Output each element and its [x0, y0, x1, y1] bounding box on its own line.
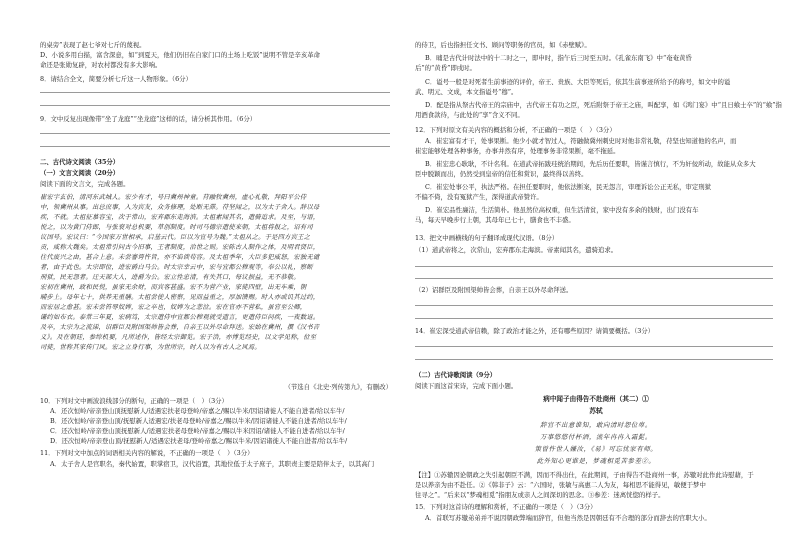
passage-line: 往代废兴之由，甚合上意。未尝謇谔忤旨，亦不谄谀苟容。及太祖季年，大臣多犯威怒，宏独无谴: [40, 254, 320, 261]
poem-author: 苏轼: [589, 407, 603, 415]
option-a[interactable]: A．太子舍人是官职名，秦代始置，职掌宿卫，汉代沿置，其地位低于太子庶子，其职责主要是陪伴太子，以其高门: [50, 460, 375, 468]
passage-line: 崔宏字玄伯，清河东武城人。宏少有才，号曰冀州神童。苻融牧冀州，虚心礼敬，拜阳平公侍: [40, 194, 307, 201]
option-d[interactable]: D．还次恒岭/帝亲登山顶/抚慰新人/适遇宏扶老母/登岭帝嘉之/赐以牛米/因诏诸徙人不能自进者/给以车牛/: [50, 437, 348, 445]
passage-line: 悦之，以为黄门侍郎，与张衮对总机要，草创制度。时司马德宗遣使来朝，太祖将报之，诏有司: [40, 224, 313, 231]
passage-line: 者，由于此也。太宗即位，进宏爵白马公。时太宗幸云中，宏与宜都公穆观等，奉公以礼，察断: [40, 264, 313, 271]
question-9: 9．文中反复出现像带“坐了龙庭”“坐龙庭”这样的话，请分析其作用。（6分）: [40, 115, 257, 123]
option-b[interactable]: B．崔宏忠心耿耿，不计名利。在道武帝拓跋珪统治期间，先后历任要职，皆谨言慎行，不为奸佞所动，故能从众多大: [425, 160, 756, 168]
option-c[interactable]: C．还次恒岭/帝亲登山顶抚慰新人/适遇宏扶老母登岭/帝嘉之/赐以牛米因诏/诸徙人不能自进者/给以车牛/: [50, 427, 345, 435]
answer-line[interactable]: [415, 266, 773, 267]
option-c[interactable]: C．谥号一般是对死者生前事迹的评价，帝王、贵族、大臣等死后，依其生前事迹所给予的称号，如文中的谥: [425, 78, 731, 86]
passage-line: 而宏居之愈甚。宏未尝笞辱奴婢，宏之卒也，奴婢为之悲泣。宏在官亦不营私，虽官至公卿，: [40, 304, 307, 311]
answer-line[interactable]: [415, 346, 773, 347]
question-13-1: （1）道武帝将之，次常山，宏弃郡东走海滨。帝素闻其名，遣骑追求。: [415, 246, 618, 254]
instruction: 阅读下面的文言文，完成各题。: [40, 180, 130, 188]
text-line: 后”的“黄昏”即戌时。: [415, 64, 476, 72]
option-b[interactable]: B．还次恒岭/帝亲登山顶/抚慰新人适遇宏/扶老母登岭/帝嘉之/赐以牛米/因诏诸徙人不能自进者/给以车牛/: [50, 417, 347, 425]
answer-line[interactable]: [40, 146, 390, 147]
passage-line: 疾，不就。太祖征慕容宝，次于常山，宏弃郡东走海滨。太祖素闻其名，遣骑追求。及至，与语，: [40, 214, 320, 221]
option-b[interactable]: B．晡是古代计时法中的十二时之一，即申时，指午后三时至五时。《孔雀东南飞》中“奄奄黄昏: [425, 54, 692, 62]
text-line: 不偏不倚，没有冤狱产生，深得道武帝赞许。: [415, 193, 543, 201]
text-line: 臣中脱颖而出，仍然受到皇帝的信任和赏识，最终得以善终。: [415, 170, 588, 178]
subsection-heading: （二）古代诗歌阅读（9分）: [415, 371, 497, 379]
poem-note: 往寻之”。“后来以“梦魂相觅”指朋友或亲人之间深切的思念。③参差：迷离恍惚的样子。: [415, 491, 665, 499]
instruction: 阅读下面这首宋诗，完成下面小题。: [415, 382, 518, 390]
text-line: 的侍卫，后也指担任文书、顾问等职务的官员，如《赤壁赋》。: [415, 41, 591, 49]
passage-line: 谦约如布衣。泰常三年夏，宏病笃，太宗遣侍中宜都公穆观就受遗言，更遣侍臣问疾，一夜数返。: [40, 314, 320, 321]
passage-line: 贡，咸称大魏矣。太祖常引问古今旧事，王者制度，治世之则。宏陈古人制作之体，及明君贤臣，: [40, 244, 320, 251]
poem-note: 是以养亲为由不赴任。②《韩非子》云：“六国时，张敏与高惠二人为友，每相思不能得见，敏便于梦中: [415, 481, 706, 489]
question-14: 14．崔宏深受道武帝信赖，除了政治才能之外，还有哪些原因？请简要概括。（3分）: [415, 327, 655, 335]
answer-line[interactable]: [40, 133, 390, 134]
text-line: 的桌旁”表现了赵七爷对七斤的蔑视。: [40, 41, 146, 49]
question-10: 10．下列对文中画波浪线部分的断句，正确的一项是（ ）（3分）: [40, 397, 228, 405]
text-line: 用酒食款待，与此处的“享”含义不同。: [415, 111, 524, 119]
passage-line: 议国号。宏议曰：“今国家万世相承，启基云代。臣以为宜号为魏。”太祖从之。于是四方宾王之: [40, 234, 311, 241]
answer-line[interactable]: [40, 105, 390, 106]
question-15: 15．下列对这首诗的理解和赏析，不正确的一项是（ ）（3分）: [415, 503, 597, 511]
answer-line[interactable]: [415, 359, 773, 360]
text-line: 武、明元、文成，本文指谥号“穆”。: [415, 88, 518, 96]
option-a[interactable]: A．还次恒岭/帝亲登山顶抚慰新人/适遇宏扶老母登岭/帝嘉之/赐以牛米/因诏诸徙人不能自进者/给以车牛/: [50, 407, 345, 415]
option-d[interactable]: D．崔宏品性廉洁，生活简朴。他虽然位高权重，但生活清贫，家中没有多余的钱财，出门没有车: [425, 206, 699, 214]
text-line: 马，每天早晚步行上朝，其母年已七十，膳食也不丰盛。: [415, 216, 575, 224]
question-13-2: （2）诏群臣及附国渠帅皆会葬，自亲王以外尽命拜送。: [415, 286, 573, 294]
passage-line: 宏初在冀州，政和民悦，虽家无余财，而宾客甚盛。宏不为营产业，家徒四壁，出无车乘，朝: [40, 284, 307, 291]
poem-line: 辞官不出意谁知，敢向清时怨位卑。: [540, 421, 652, 429]
answer-line[interactable]: [415, 278, 773, 279]
poem-note: 【注】①苏辙因论朝政之失引起朝臣不满，因而不得出仕，在此期间，子由得告不赴商州一事，苏辙对此作此诗慰藉，于: [415, 471, 754, 479]
poem-title: 病中闻子由得告不赴商州（其二）①: [543, 395, 649, 403]
question-8: 8．请结合全文，简要分析七斤这一人物形象。（6分）: [40, 75, 192, 83]
subsection-heading: （一）文言文阅读（20分）: [40, 169, 120, 177]
passage-line: 刑狱，民无怨者。迁天部大人，进爵为公。宏立性忠清，有失其口，每议损益，无不恭敬。: [40, 274, 300, 281]
answer-line[interactable]: [40, 92, 390, 93]
question-11: 11．下列对文中加点的词语相关内容的解说，不正确的一项是（ ）（3分）: [40, 449, 254, 457]
question-13: 13．把文中画横线的句子翻译成现代汉语。（8分）: [415, 234, 559, 242]
section-heading: 二、古代诗文阅读（35分）: [40, 158, 120, 166]
passage-line: 司徒，世称其家传门风。宏之立身行事，为世所宗，时人以为有古人之风焉。: [40, 344, 261, 351]
option-a[interactable]: A．首联写苏辙弟弟并不说因朝政弊端而辞官，但他当然是因朝廷有不合理的部分而辞去的官职大小。: [425, 514, 711, 522]
question-12: 12．下列对原文有关内容的概括和分析，不正确的一项是（ ）（3分）: [415, 126, 616, 134]
text-line: 崔宏能够处理各种事务，办事井然有序，处理事务非常果断，毫不拖延。: [415, 147, 620, 155]
option-d[interactable]: D．配是指从祭古代帝王的宗庙中，古代帝王有功之臣，死后附祭于帝王之庙，叫配享，如《鸿门宴》中“且日飨士卒”的“飨”指: [425, 101, 782, 109]
passage-line: 中，领冀州从事。出总庶事，入为宾友，众务修理，处断无滞。苻坚闻之，以为太子舍人。辞以母: [40, 204, 320, 211]
poem-line: 策曾忤世人嫌汝，《易》可忘忧家有师。: [534, 445, 658, 453]
option-c[interactable]: C．崔宏处事公平，执法严格。在担任要职时，他依法断案，民无怨言，审理诉讼公正无私，审定刑狱: [425, 183, 712, 191]
poem-line: 万事悠悠付杯酒，流年冉冉入霜髭。: [540, 433, 652, 441]
text-line: 命还是张勋复辟，对农村都没有多大影响。: [40, 61, 162, 69]
passage-source: （节选自《北史·列传第九》，有删改）: [284, 383, 392, 391]
answer-line[interactable]: [415, 318, 773, 319]
passage-line: 及卒，太宗为之流涕，诏群臣及附国渠帅皆会葬，自亲王以外尽命拜送。宏始在冀州，撰《汉书音: [40, 324, 320, 331]
passage-line: 晡步上。母年七十，供养无重膳。太祖尝使人密察，见而益重之，厚加馈赐。时人亦或讥其过约，: [40, 294, 320, 301]
poem-line: 此外知心更谁是，梦魂相觅苦参差②。: [536, 457, 656, 465]
answer-line[interactable]: [415, 305, 773, 306]
text-line: D、小说多用白描，富含深意，如“到夏天，他们仍旧在自家门口的土场上吃饭”说明不管是辛亥革命: [40, 51, 321, 59]
passage-line: 义》。及在朝廷，参综机要，凡所述作，皆经太宗御览。宏子浩，亦博览经史，以文学见称，位至: [40, 334, 317, 341]
option-a[interactable]: A．崔宏富有才干，处事果断。他少小就才智过人，符融做冀州刺史时对他非常礼敬，苻坚也知道他的名声，而: [425, 137, 737, 145]
